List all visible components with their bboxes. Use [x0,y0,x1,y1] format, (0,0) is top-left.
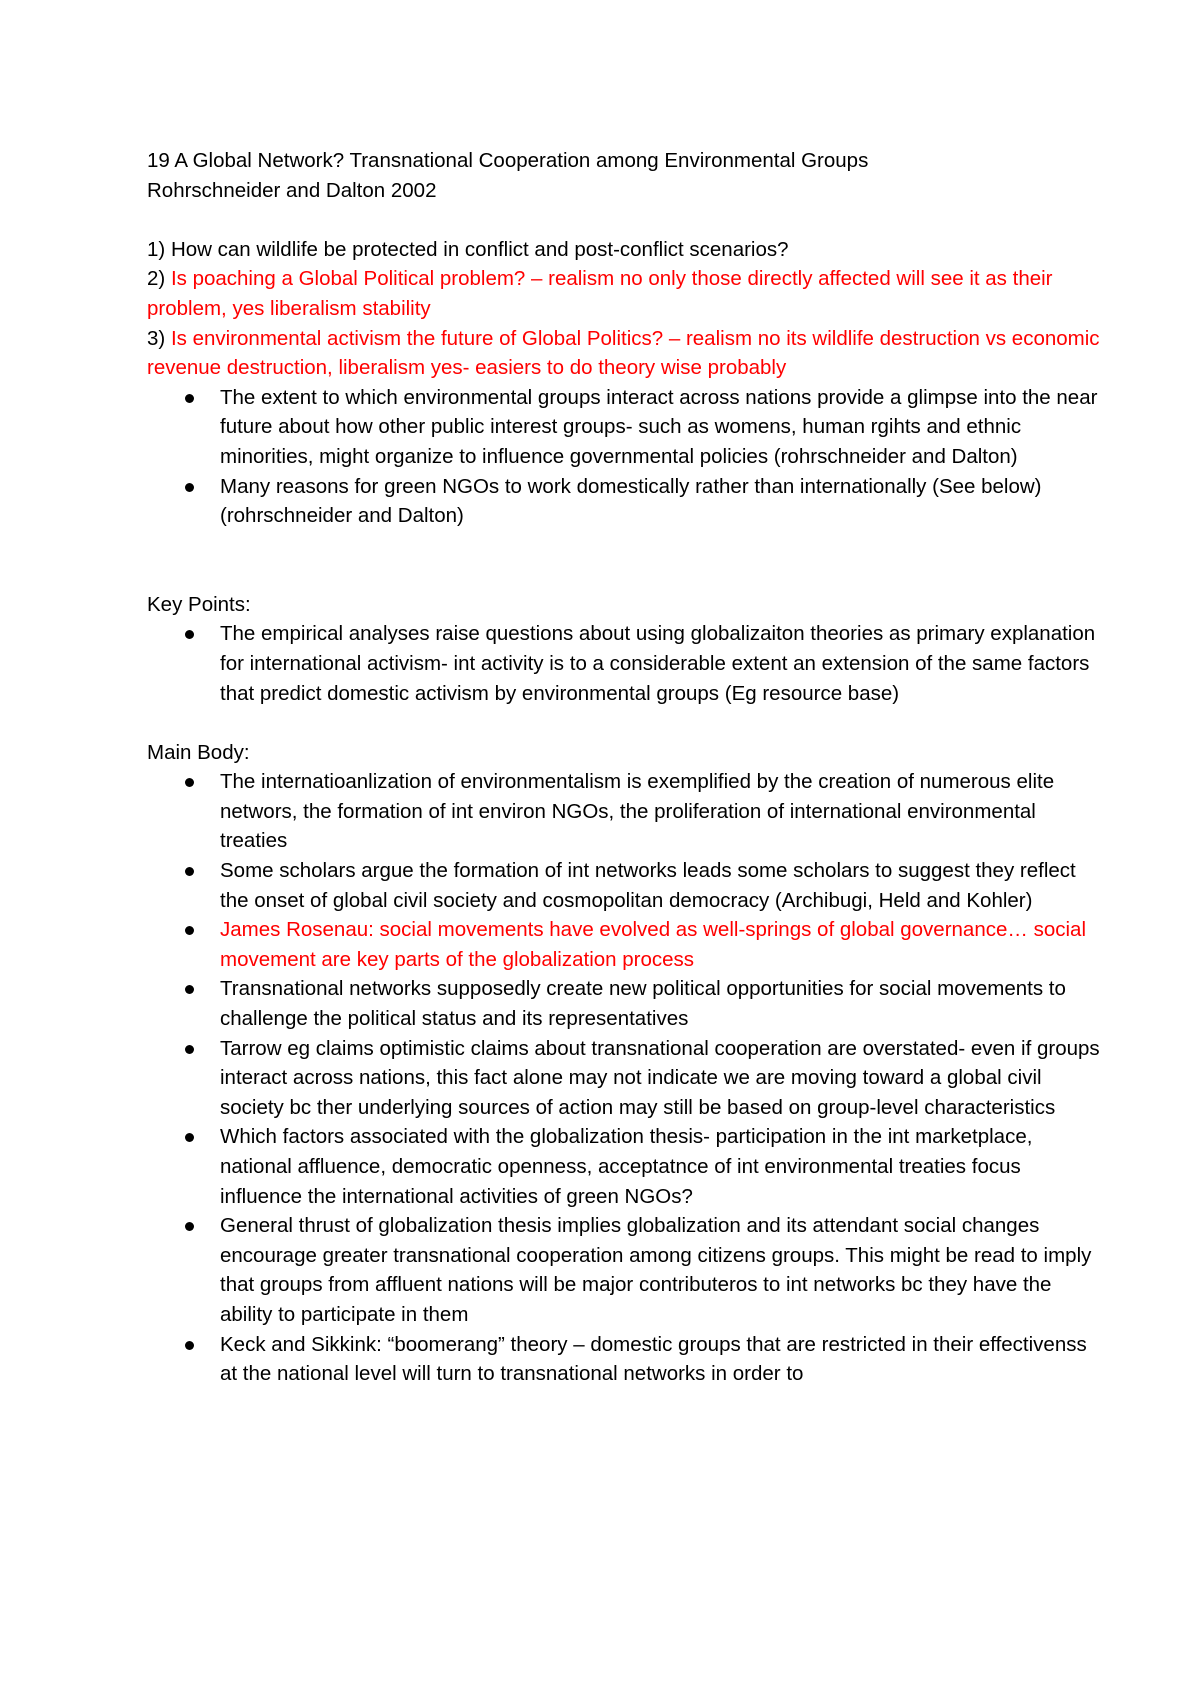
list-item [220,1034,1100,1123]
list-item-text: Some scholars argue the formation of int networks leads some scholars to suggest they reflect the onset of global civil society and cosmopolitan democracy (Archibugi, Held and Kohler) [220,859,1076,912]
question-number: 3) [147,326,166,350]
list-item-text: The extent to which environmental groups interact across nations provide a glimpse into the near future about how other public interest groups- such as womens, human rgihts and ethnic minorities, might organize to influence governmental policies (rohrschneider and Dalton) [220,385,1098,468]
list-item [220,856,1100,915]
bullet-icon [185,985,194,994]
bullet-icon [185,1045,194,1054]
list-item-text: General thrust of globalization thesis implies globalization and its attendant social changes encourage greater transnational cooperation among citizens groups. This might be read to imply that groups from affluent nations will be major contributeros to int networks bc they have the ability to participate in them [220,1214,1092,1326]
question-1 [147,235,1100,265]
list-item [220,1211,1100,1329]
list-item-text: Tarrow eg claims optimistic claims about transnational cooperation are overstated- even if groups interact across nations, this fact alone may not indicate we are moving toward a global civil society bc ther underlying sources of action may still be based on group-level characteristics [220,1036,1100,1119]
bullet-icon [185,630,194,639]
list-item-text: The internatioanlization of environmentalism is exemplified by the creation of numerous elite networs, the formation of int environ NGOs, the proliferation of international environmental treaties [220,770,1055,853]
question-text: How can wildlife be protected in conflict and post-conflict scenarios? [170,237,789,261]
list-item [220,767,1100,856]
main-body-list [147,767,1100,1388]
key-points-heading: Key Points: [147,592,251,616]
spacer [147,708,1100,738]
document-title: 19 A Global Network? Transnational Cooperation among Environmental Groups [147,149,869,172]
question-number: 2) [147,267,166,291]
question-text: Is environmental activism the future of Global Politics? – realism no its wildlife destruction vs economic revenue destruction, liberalism yes- easiers to do theory wise probably [147,326,1100,380]
bullet-icon [185,394,194,403]
list-item-text: Which factors associated with the globalization thesis- participation in the int marketplace, national affluence, democratic openness, acceptatnce of int environmental treaties focus influence the international activities of green NGOs? [220,1125,1033,1208]
spacer [147,205,1100,235]
key-points-list [147,619,1100,708]
bullet-icon [185,1341,194,1350]
list-item-text: Keck and Sikkink: “boomerang” theory – domestic groups that are restricted in their effectivenss at the national level will turn to transnational networks in order to [220,1332,1087,1386]
bullet-icon [185,926,194,935]
question-3 [147,324,1100,383]
list-item-text: Many reasons for green NGOs to work domestically rather than internationally (See below) (rohrschneider and Dalton) [220,474,1042,528]
list-item [220,915,1100,974]
list-item-text: James Rosenau: social movements have evolved as well-springs of global governance… social movement are key parts of the globalization process [220,918,1086,971]
question-text: Is poaching a Global Political problem? – realism no only those directly affected will see it as their problem, yes liberalism stability [147,267,1053,320]
list-item [220,472,1100,531]
spacer [147,531,1100,590]
list-item [220,1330,1100,1389]
bullet-icon [185,778,194,787]
bullet-icon [185,483,194,492]
bullet-icon [185,867,194,876]
question-2 [147,264,1100,323]
list-item [220,383,1100,472]
question-number: 1) [147,237,166,261]
bullet-icon [185,1222,194,1231]
list-item-text: The empirical analyses raise questions about using globalizaiton theories as primary explanation for international activism- int activity is to a considerable extent an extension of the same factors that predict domestic activism by environmental groups (Eg resource base) [220,622,1096,705]
list-item-text: Transnational networks supposedly create new political opportunities for social movements to challenge the political status and its representatives [220,977,1066,1031]
intro-bullet-list [147,383,1100,531]
list-item [220,1122,1100,1211]
list-item [220,619,1100,708]
main-body-heading: Main Body: [147,740,250,764]
document-citation: Rohrschneider and Dalton 2002 [147,178,437,202]
list-item [220,974,1100,1033]
bullet-icon [185,1133,194,1142]
